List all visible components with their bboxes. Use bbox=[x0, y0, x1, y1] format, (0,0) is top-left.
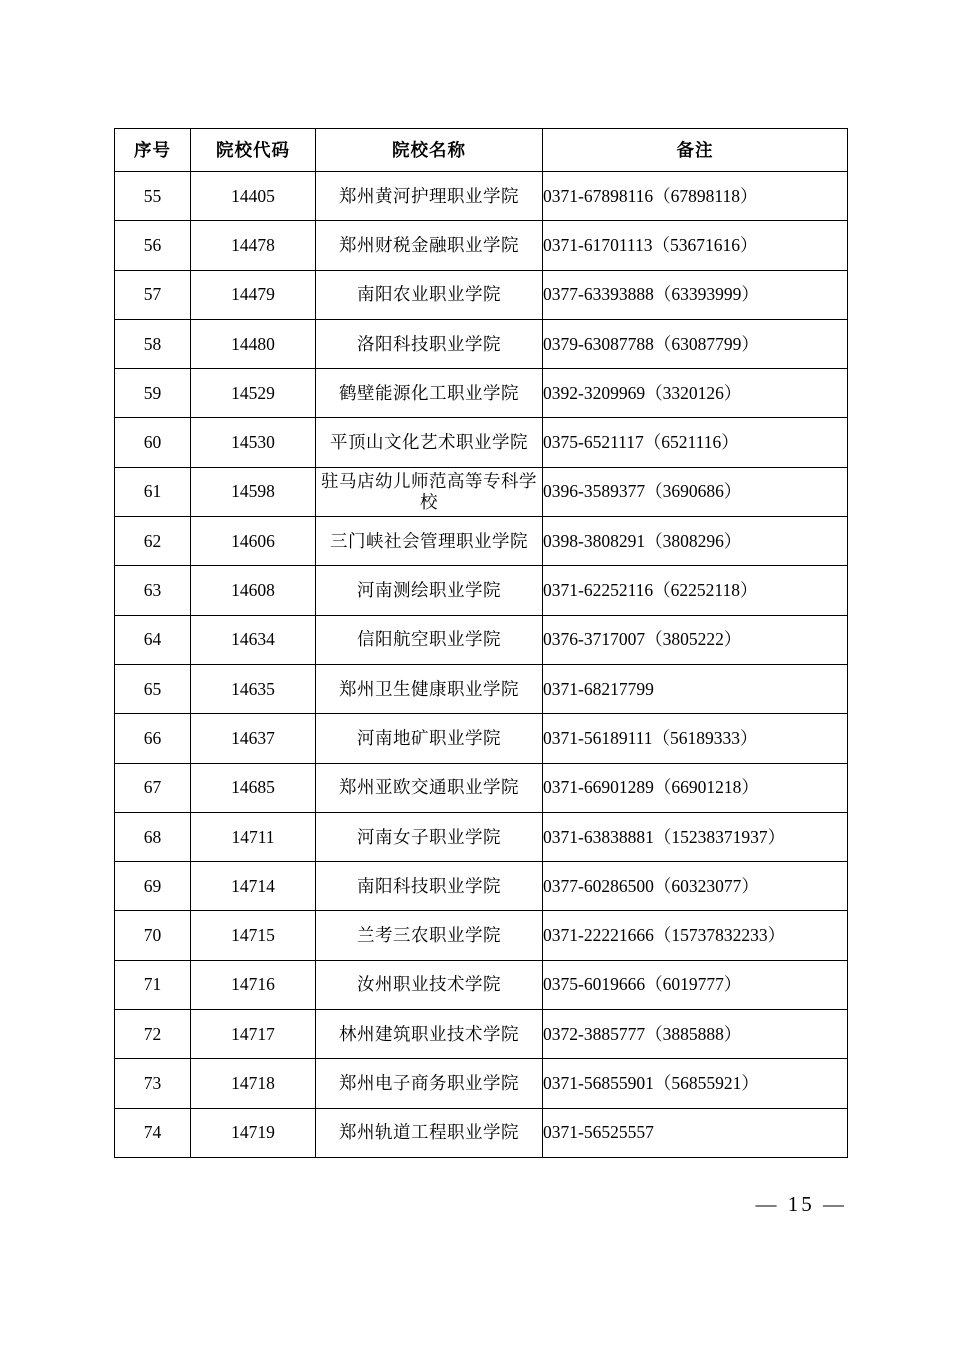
table-row bbox=[115, 862, 848, 911]
cell-school-name: 洛阳科技职业学院 bbox=[316, 319, 543, 368]
column-header-remark: 备注 bbox=[543, 129, 848, 172]
table-body bbox=[115, 172, 848, 1158]
cell-remark: 0371-56855901（56855921） bbox=[543, 1059, 848, 1108]
cell-remark: 0377-63393888（63393999） bbox=[543, 270, 848, 319]
school-list-table-container bbox=[114, 128, 847, 1158]
cell-remark: 0371-67898116（67898118） bbox=[543, 172, 848, 221]
cell-school-name: 河南地矿职业学院 bbox=[316, 714, 543, 763]
table-row bbox=[115, 960, 848, 1009]
cell-remark: 0371-22221666（15737832233） bbox=[543, 911, 848, 960]
cell-school-name: 郑州黄河护理职业学院 bbox=[316, 172, 543, 221]
table-row bbox=[115, 664, 848, 713]
cell-remark: 0376-3717007（3805222） bbox=[543, 615, 848, 664]
cell-index: 69 bbox=[115, 862, 191, 911]
school-list-table bbox=[114, 128, 848, 1158]
table-row bbox=[115, 418, 848, 467]
cell-school-code: 14714 bbox=[191, 862, 316, 911]
table-header-row bbox=[115, 129, 848, 172]
cell-index: 64 bbox=[115, 615, 191, 664]
cell-school-name: 河南测绘职业学院 bbox=[316, 566, 543, 615]
cell-school-code: 14685 bbox=[191, 763, 316, 812]
cell-index: 56 bbox=[115, 221, 191, 270]
cell-school-code: 14598 bbox=[191, 467, 316, 516]
table-row bbox=[115, 172, 848, 221]
cell-index: 57 bbox=[115, 270, 191, 319]
cell-school-code: 14718 bbox=[191, 1059, 316, 1108]
cell-index: 55 bbox=[115, 172, 191, 221]
cell-index: 65 bbox=[115, 664, 191, 713]
cell-school-name: 南阳科技职业学院 bbox=[316, 862, 543, 911]
table-row bbox=[115, 221, 848, 270]
cell-school-name: 郑州亚欧交通职业学院 bbox=[316, 763, 543, 812]
cell-school-code: 14716 bbox=[191, 960, 316, 1009]
cell-remark: 0396-3589377（3690686） bbox=[543, 467, 848, 516]
cell-school-code: 14719 bbox=[191, 1108, 316, 1157]
cell-index: 63 bbox=[115, 566, 191, 615]
cell-remark: 0371-56525557 bbox=[543, 1108, 848, 1157]
cell-school-code: 14405 bbox=[191, 172, 316, 221]
table-row bbox=[115, 467, 848, 516]
table-row bbox=[115, 714, 848, 763]
cell-school-name: 郑州电子商务职业学院 bbox=[316, 1059, 543, 1108]
cell-index: 58 bbox=[115, 319, 191, 368]
cell-school-code: 14479 bbox=[191, 270, 316, 319]
table-row bbox=[115, 270, 848, 319]
cell-index: 67 bbox=[115, 763, 191, 812]
cell-school-name: 河南女子职业学院 bbox=[316, 812, 543, 861]
cell-remark: 0371-66901289（66901218） bbox=[543, 763, 848, 812]
cell-school-name: 林州建筑职业技术学院 bbox=[316, 1010, 543, 1059]
cell-school-code: 14606 bbox=[191, 517, 316, 566]
table-header bbox=[115, 129, 848, 172]
table-row bbox=[115, 1059, 848, 1108]
page-number: — 15 — bbox=[755, 1192, 847, 1216]
cell-remark: 0392-3209969（3320126） bbox=[543, 369, 848, 418]
cell-remark: 0371-61701113（53671616） bbox=[543, 221, 848, 270]
table-row bbox=[115, 319, 848, 368]
cell-school-name: 信阳航空职业学院 bbox=[316, 615, 543, 664]
cell-school-code: 14480 bbox=[191, 319, 316, 368]
cell-school-code: 14711 bbox=[191, 812, 316, 861]
cell-school-code: 14608 bbox=[191, 566, 316, 615]
table-row bbox=[115, 1108, 848, 1157]
cell-remark: 0375-6521117（6521116） bbox=[543, 418, 848, 467]
cell-school-name: 兰考三农职业学院 bbox=[316, 911, 543, 960]
cell-remark: 0371-62252116（62252118） bbox=[543, 566, 848, 615]
cell-index: 68 bbox=[115, 812, 191, 861]
cell-index: 72 bbox=[115, 1010, 191, 1059]
cell-remark: 0377-60286500（60323077） bbox=[543, 862, 848, 911]
cell-remark: 0371-68217799 bbox=[543, 664, 848, 713]
cell-school-code: 14717 bbox=[191, 1010, 316, 1059]
cell-school-code: 14715 bbox=[191, 911, 316, 960]
cell-index: 62 bbox=[115, 517, 191, 566]
cell-remark: 0372-3885777（3885888） bbox=[543, 1010, 848, 1059]
cell-index: 66 bbox=[115, 714, 191, 763]
column-header-school-name: 院校名称 bbox=[316, 129, 543, 172]
cell-index: 73 bbox=[115, 1059, 191, 1108]
cell-index: 59 bbox=[115, 369, 191, 418]
cell-school-name: 郑州轨道工程职业学院 bbox=[316, 1108, 543, 1157]
cell-remark: 0379-63087788（63087799） bbox=[543, 319, 848, 368]
cell-school-name: 汝州职业技术学院 bbox=[316, 960, 543, 1009]
table-row bbox=[115, 812, 848, 861]
table-row bbox=[115, 1010, 848, 1059]
cell-school-name: 郑州卫生健康职业学院 bbox=[316, 664, 543, 713]
cell-school-code: 14637 bbox=[191, 714, 316, 763]
cell-index: 71 bbox=[115, 960, 191, 1009]
cell-index: 74 bbox=[115, 1108, 191, 1157]
cell-school-code: 14529 bbox=[191, 369, 316, 418]
table-row bbox=[115, 911, 848, 960]
cell-school-name: 三门峡社会管理职业学院 bbox=[316, 517, 543, 566]
cell-remark: 0371-56189111（56189333） bbox=[543, 714, 848, 763]
cell-school-name: 鹤壁能源化工职业学院 bbox=[316, 369, 543, 418]
cell-school-name: 平顶山文化艺术职业学院 bbox=[316, 418, 543, 467]
table-row bbox=[115, 369, 848, 418]
cell-index: 70 bbox=[115, 911, 191, 960]
cell-school-name: 南阳农业职业学院 bbox=[316, 270, 543, 319]
cell-school-name: 郑州财税金融职业学院 bbox=[316, 221, 543, 270]
cell-school-name: 驻马店幼儿师范高等专科学校 bbox=[316, 467, 543, 516]
cell-school-code: 14634 bbox=[191, 615, 316, 664]
table-row bbox=[115, 615, 848, 664]
cell-remark: 0398-3808291（3808296） bbox=[543, 517, 848, 566]
cell-school-code: 14635 bbox=[191, 664, 316, 713]
column-header-school-code: 院校代码 bbox=[191, 129, 316, 172]
table-row bbox=[115, 566, 848, 615]
cell-index: 60 bbox=[115, 418, 191, 467]
cell-school-code: 14530 bbox=[191, 418, 316, 467]
cell-remark: 0375-6019666（6019777） bbox=[543, 960, 848, 1009]
cell-school-code: 14478 bbox=[191, 221, 316, 270]
table-row bbox=[115, 517, 848, 566]
cell-remark: 0371-63838881（15238371937） bbox=[543, 812, 848, 861]
cell-index: 61 bbox=[115, 467, 191, 516]
table-row bbox=[115, 763, 848, 812]
column-header-index: 序号 bbox=[115, 129, 191, 172]
